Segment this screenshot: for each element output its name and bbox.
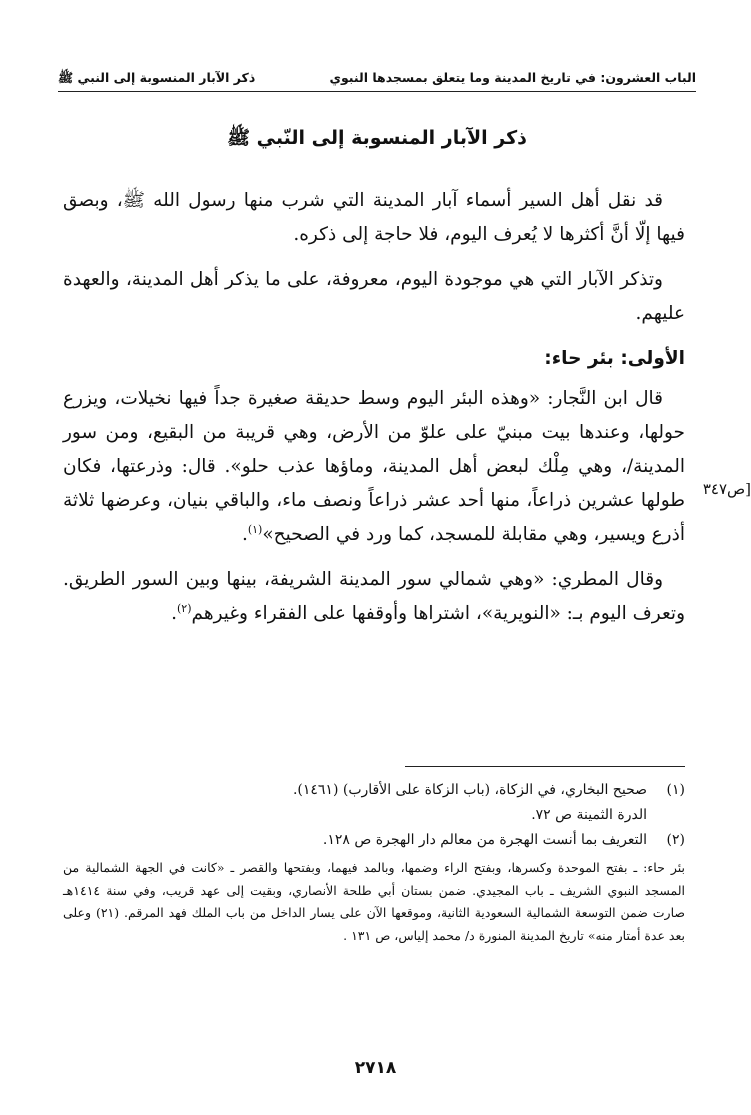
page-number: ٢٧١٨ xyxy=(354,1058,397,1078)
intro-paragraph-2: وتذكر الآبار التي هي موجودة اليوم، معروفة، على ما يذكر أهل المدينة، والعهدة عليهم. xyxy=(63,269,685,324)
footnotes xyxy=(63,778,685,947)
footnote-2-number: (٢) xyxy=(666,832,685,848)
matari-paragraph xyxy=(63,563,685,631)
subheading-first-well: الأولى: بئر حاء: xyxy=(544,348,685,369)
footnote-2 xyxy=(63,828,685,853)
ibn-najjar-text: قال ابن النَّجار: «وهذه البئر اليوم وسط حديقة صغيرة جداً فيها نخيلات، ويزرع حولها، وعندها بيت مبنيّ على علوّ من الأرض، وهي قريبة من البقيع، ومن سور المدينة/، وهي مِلْك لبعض أهل المدينة، وماؤها عذب حلو». قال: وذرعتها، فكان طولها عشرين ذراعاً، منها أحد عشر ذراعاً ونصف ماء، والباقي بنيان، وعرضها ثلاثة أذرع ويسير، وهي مقابلة للمسجد، كما ورد في الصحيح» xyxy=(63,388,685,545)
footnote-1-line2: الدرة الثمينة ص ٧٢. xyxy=(531,807,647,823)
ibn-najjar-end: . xyxy=(241,524,248,545)
footnote-ref-2[interactable]: (٢) xyxy=(177,601,192,615)
ibn-najjar-paragraph xyxy=(63,382,685,552)
footnote-ref-1[interactable]: (١) xyxy=(247,522,263,536)
header-divider xyxy=(58,91,696,92)
matari-end: . xyxy=(171,603,177,624)
section-title: ذكر الآبار المنسوبة إلى النّبي ﷺ xyxy=(227,127,527,149)
running-head-chapter: الباب العشرون: في تاريخ المدينة وما يتعلق بمسجدها النبوي xyxy=(329,70,696,85)
running-head xyxy=(58,64,696,90)
page-margin-note: [ص٣٤٧ xyxy=(702,480,751,498)
footnote-divider xyxy=(405,766,685,767)
footnote-1-number: (١) xyxy=(666,782,685,798)
matari-text: وقال المطري: «وهي شمالي سور المدينة الشريفة، بينها وبين السور الطريق. وتعرف اليوم بـ: «النويرية»، اشتراها وأوقفها على الفقراء وغيرهم xyxy=(63,569,685,624)
footnote-2-commentary: بئر حاء: ـ بفتح الموحدة وكسرها، وبفتح الراء وضمها، وبالمد فيهما، وبفتحها والقصر ـ «كانت في الجهة الشمالية من المسجد النبوي الشريف ـ باب المجيدي. ضمن بستان أبي طلحة الأنصاري، وبقيت إلى عهد قريب، وفي سنة ١٤١٤هـ صارت ضمن التوسعة الشمالية السعودية الثانية، وموقعها الآن على يسار الداخل من باب الملك فهد المرقم. (٢١) وعلى بعد عدة أمتار منه» تاريخ المدينة المنورة د/ محمد إلياس، ص ١٣١ . xyxy=(63,860,685,943)
footnote-1 xyxy=(63,778,685,828)
running-head-section: ذكر الآبار المنسوبة إلى النبي ﷺ xyxy=(58,70,256,85)
main-text xyxy=(63,184,685,642)
footnote-1-text: صحيح البخاري، في الزكاة، (باب الزكاة على الأقارب) (١٤٦١). xyxy=(292,782,647,798)
intro-paragraph-1: قد نقل أهل السير أسماء آبار المدينة التي شرب منها رسول الله ﷺ، وبصق فيها إلّا أنَّ أكثرها لا يُعرف اليوم، فلا حاجة إلى ذكره. xyxy=(63,190,685,245)
footnote-2-text: التعريف بما أنست الهجرة من معالم دار الهجرة ص ١٢٨. xyxy=(322,832,647,848)
